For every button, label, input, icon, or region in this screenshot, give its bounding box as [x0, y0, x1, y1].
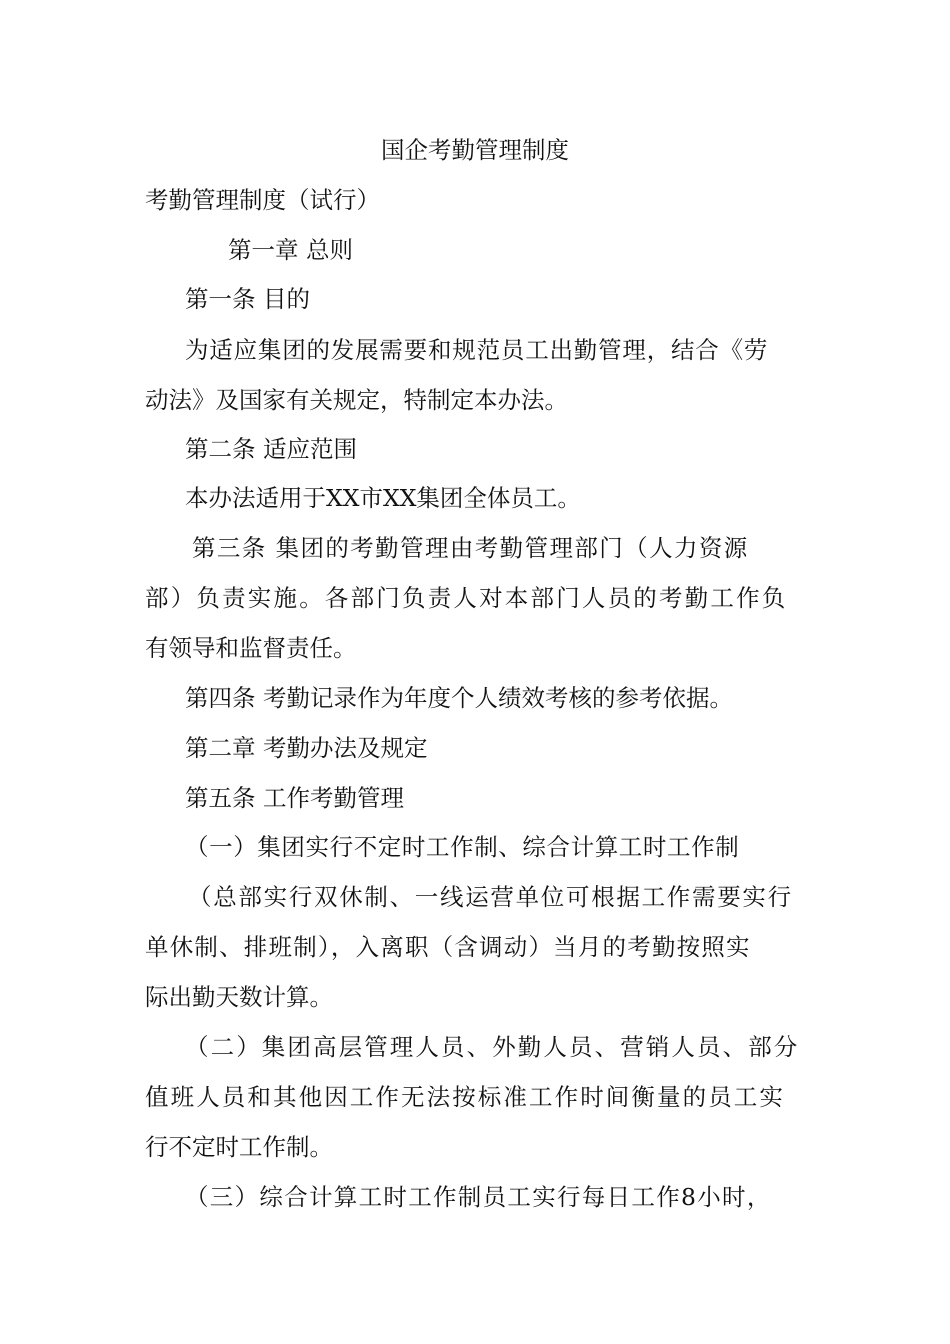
article-heading: 第五条 工作考勤管理	[185, 784, 404, 812]
paragraph-line: 部）负责实施。各部门负责人对本部门人员的考勤工作负	[145, 584, 788, 612]
paragraph-line: 际出勤天数计算。	[145, 983, 333, 1011]
paragraph-line: （二）集团高层管理人员、外勤人员、营销人员、部分	[185, 1033, 800, 1061]
paragraph-line: 为适应集团的发展需要和规范员工出勤管理，结合《劳	[185, 336, 769, 364]
chapter-heading: 第二章 考勤办法及规定	[185, 734, 428, 762]
paragraph-line: 值班人员和其他因工作无法按标准工作时间衡量的员工实	[145, 1083, 785, 1111]
paragraph-line: （三）综合计算工时工作制员工实行每日工作8小时，	[185, 1183, 772, 1211]
chapter-heading: 第一章 总则	[228, 236, 353, 264]
paragraph-line: 第三条 集团的考勤管理由考勤管理部门（人力资源	[192, 534, 749, 562]
paragraph-line: 有领导和监督责任。	[145, 634, 357, 662]
paragraph-line: 单休制、排班制），入离职（含调动）当月的考勤按照实	[145, 933, 751, 961]
paragraph-line: （一）集团实行不定时工作制、综合计算工时工作制	[185, 833, 740, 861]
document-subtitle: 考勤管理制度（试行）	[145, 186, 380, 214]
paragraph-line: 本办法适用于XX市XX集团全体员工。	[185, 484, 581, 512]
article-heading: 第二条 适应范围	[185, 435, 357, 463]
paragraph-line: （总部实行双休制、一线运营单位可根据工作需要实行	[188, 883, 793, 911]
paragraph-line: 行不定时工作制。	[145, 1133, 333, 1161]
paragraph-line: 第四条 考勤记录作为年度个人绩效考核的参考依据。	[185, 684, 733, 712]
article-heading: 第一条 目的	[185, 285, 310, 313]
paragraph-line: 动法》及国家有关规定，特制定本办法。	[145, 386, 568, 414]
document-title: 国企考勤管理制度	[381, 136, 569, 164]
